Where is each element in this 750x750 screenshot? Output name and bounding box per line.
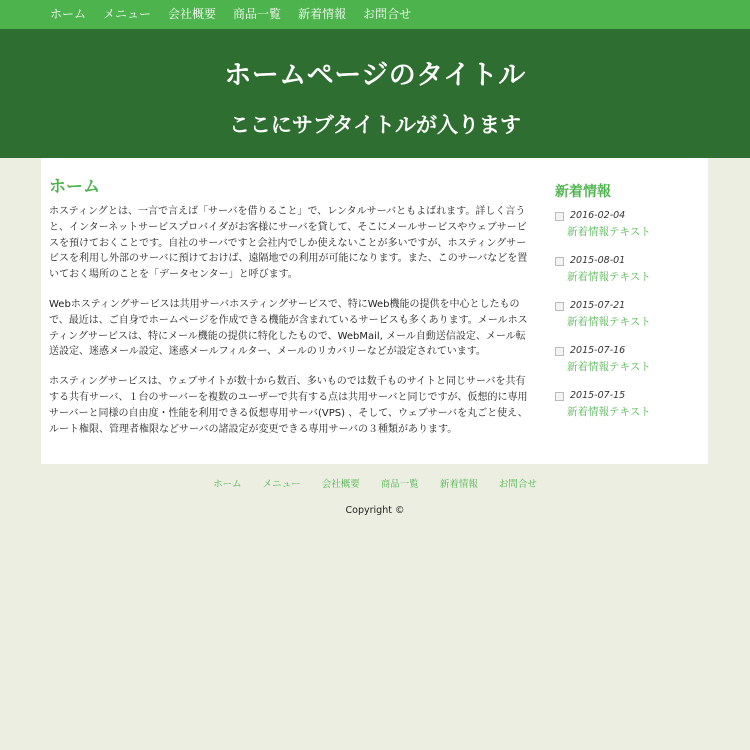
main-content xyxy=(49,176,533,451)
copyright-text: Copyright © xyxy=(345,505,405,516)
news-item xyxy=(555,389,705,434)
news-link[interactable]: 新着情報テキスト xyxy=(567,361,651,373)
top-nav-menu[interactable]: メニュー xyxy=(103,7,152,21)
footer-nav-home[interactable]: ホーム xyxy=(213,479,242,490)
page-heading: ホーム xyxy=(49,177,100,197)
news-date: 2015-07-15 xyxy=(570,390,626,401)
news-item xyxy=(555,254,705,299)
news-date-row xyxy=(555,209,705,223)
top-nav-news[interactable]: 新着情報 xyxy=(298,7,347,21)
news-link[interactable]: 新着情報テキスト xyxy=(567,271,651,283)
site-title: ホームページのタイトル xyxy=(224,60,526,91)
square-box-icon xyxy=(555,392,564,401)
news-date-row xyxy=(555,299,705,313)
square-box-icon xyxy=(555,257,564,266)
top-nav-products[interactable]: 商品一覧 xyxy=(233,7,282,21)
content-panel xyxy=(41,158,708,464)
footer-nav-products[interactable]: 商品一覧 xyxy=(380,479,419,490)
square-box-icon xyxy=(555,302,564,311)
news-date: 2016-02-04 xyxy=(570,210,626,221)
paragraph-hosting: ホスティングとは、一言で言えば「サーバを借りること」で、レンタルサーバともよばれます。詳しく言うと、インターネットサービスプロバイダがお客様にサーバを貸して、そこにメールサービスやウェブサービスを預けておくことです。自社のサーバですと会社内でしか使えないことが多いですが、ホスティングサービスを利用し外部のサーバに預けておけば、遠隔地での利用が可能になります。また、このサーバなどを置いておく場所のことを「データセンター」と呼びます。 xyxy=(49,206,528,281)
news-date-row xyxy=(555,389,705,403)
news-link[interactable]: 新着情報テキスト xyxy=(567,406,651,418)
news-sidebar xyxy=(555,183,705,434)
news-date-row xyxy=(555,344,705,358)
news-heading: 新着情報 xyxy=(555,184,611,200)
footer-nav-news[interactable]: 新着情報 xyxy=(439,479,478,490)
square-box-icon xyxy=(555,347,564,356)
news-link[interactable]: 新着情報テキスト xyxy=(567,316,651,328)
paragraph-web-hosting: Webホスティングサービスは共用サーバホスティングサービスで、特にWeb機能の提供を中心としたもので、最近は、ご自身でホームページを作成できる機能が含まれているサービスも多くあります。メールホスティングサービスは、特にメール機能の提供に特化したもので、WebMail, メール自動送信設定、メール転送設定、迷惑メール設定、迷惑メールフィルター、メールのリカバリーなどが設定されています。 xyxy=(49,298,528,358)
site-subtitle: ここにサブタイトルが入ります xyxy=(228,113,522,137)
news-item xyxy=(555,209,705,254)
top-nav-company[interactable]: 会社概要 xyxy=(168,7,217,21)
footer-nav-company[interactable]: 会社概要 xyxy=(321,479,360,490)
footer-navigation xyxy=(0,476,750,490)
top-navigation xyxy=(0,0,750,29)
news-item xyxy=(555,299,705,344)
footer-nav-contact[interactable]: お問合せ xyxy=(498,479,537,490)
top-nav-home[interactable]: ホーム xyxy=(50,7,87,21)
news-date-row xyxy=(555,254,705,268)
news-date: 2015-07-21 xyxy=(570,300,626,311)
hero-banner xyxy=(0,29,750,158)
paragraph-hosting-types: ホスティングサービスは、ウェブサイトが数十から数百、多いものでは数千ものサイトと同じサーバを共有する共有サーバ、１台のサーバーを複数のユーザーで共有する点は共用サーバと同じですが、仮想的に専用サーバーと同様の自由度・性能を利用できる仮想専用サーバ(VPS) 、そして、ウェブサーバを丸ごと使え、ルート権限、管理者権限などサーバの諸設定が変更できる専用サーバの３種類があります。 xyxy=(49,376,528,435)
top-nav-contact[interactable]: お問合せ xyxy=(363,7,412,21)
news-date: 2015-08-01 xyxy=(570,255,626,266)
news-item xyxy=(555,344,705,389)
news-link[interactable]: 新着情報テキスト xyxy=(567,226,651,238)
square-box-icon xyxy=(555,212,564,221)
news-date: 2015-07-16 xyxy=(570,345,626,356)
footer-nav-menu[interactable]: メニュー xyxy=(262,479,301,490)
